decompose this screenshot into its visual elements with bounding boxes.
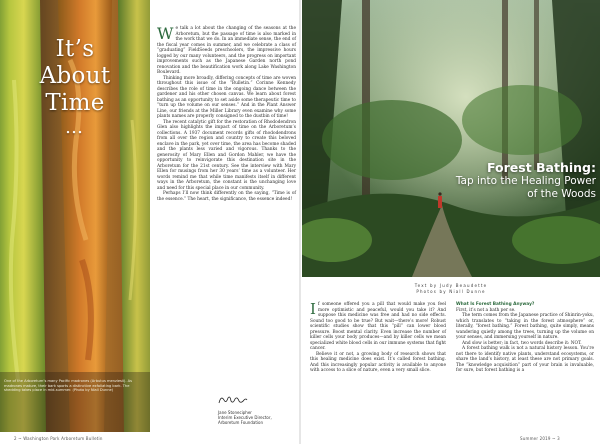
signer-org: Arboretum Foundation — [218, 420, 263, 425]
article-subhead: What Is Forest Bathing Anyway? — [456, 302, 535, 307]
article-paragraph-1-text: f someone offered you a pill that would make you feel more optimistic and peaceful, would you take it? And suppose this medicine was free and had no side effects. Sound too good to be true? But wait—there’s more! Robust scientific studies show that this “pill” can lower blood pressure. Boost mental clarity. Even increase the number of killer cells your body produces—and by killer cells we mean specialized white blood cells in our immune systems that fight cancer. — [310, 302, 446, 351]
article-subtitle-line1: Tap into the Healing Power — [455, 175, 596, 187]
signer-name: Jane Stonecipher — [218, 410, 252, 415]
article-paragraph-5: And slow is better; in fact, two words describe it: NOT. — [462, 340, 582, 346]
article-credits — [302, 283, 600, 295]
issue-title-line3: Time — [45, 90, 105, 116]
article-paragraph-6: A forest bathing walk is not a natural history lesson. You’re not there to identify native plants, understand ecosystems, or share the land’s history, at least these are not primary goals. The “knowledge acquisition” part of your brain is invaluable, for sure, but forest bathing is a — [456, 346, 594, 373]
letter-paragraph-4: Perhaps I’ll now think differently on the saying, “Time is of the essence.” The heart, the significance, the essence indeed! — [157, 191, 296, 202]
article-title: Forest Bathing: — [487, 160, 596, 175]
letter-paragraph-1-text: e talk a lot about the changing of the seasons at the Arboretum, but the passage of time is also marked in the work that we do. In an immediate sense, the end of the fiscal year comes in summer, and we celebrate a class of “graduating” FieldSeeds preschoolers, the impressive hours logged by our many volunteers, and the progress on important improvements such as the Japanese Garden north pond renovation and the beautification work along Lake Washington Boulevard. — [157, 26, 296, 75]
text-credit: Text by Judy Beaudette — [414, 283, 488, 288]
page-gutter — [299, 0, 301, 444]
article-title-block — [372, 160, 596, 200]
issue-title-line1: It’s — [55, 36, 95, 62]
forest-path-photo — [302, 0, 600, 277]
article-paragraph-4: The term comes from the Japanese practice of Shinrin-yoku, which translates to “taking in the forest atmosphere” or, literally, “forest bathing.” Forest bathing, quite simply, means wandering quietly among the trees, turning up the volume on your senses, and immersing yourself in nature. — [456, 313, 594, 340]
article-paragraph-3: First, it’s not a bath per se. — [456, 307, 516, 313]
issue-title-line2: About — [39, 63, 111, 89]
letter-dropcap: W — [157, 24, 174, 43]
signer-title: Interim Executive Director, — [218, 415, 272, 420]
article-paragraph-2: Believe it or not, a growing body of research shows that this healing medicine does exist. It’s called forest bathing. And this increasingly popular activity is available to anyone with access to a slice of nature, even a very small slice. — [310, 351, 446, 373]
letter-paragraph-3: The recent catalytic gift for the restoration of Rhododendron Glen also highlights the impact of time on the Arboretum’s collections. A 1937 document records gifts of rhododendrons from all over the region and country to create this beloved enclave in the park, yet over time, the area has become shaded and the plants less varied and vigorous. Thanks to the generosity of Mary Ellen and Gordon Mahler, we have the opportunity to reinvigorate this destination site in the Arboretum for the 21st century. See the interview with Mary Ellen for musings from her 30 years’ time as a volunteer. Her words remind me that while time manifests itself in different ways in the Arboretum, the constant is the unchanging love and need for this special place in our community. — [157, 119, 296, 191]
photo-caption: One of the Arboretum’s many Pacific madrones (Arbutus menziesii). As madrones mature, their bark sports a distinctive exfoliating bark. The shedding takes place in mid-summer. (Photo by Niall Dunne) — [4, 379, 132, 393]
letter-paragraph-2: Thinking more broadly, differing concepts of time are woven throughout this issue of the “Bulletin.” Corinne Kennedy describes the role of time in the ongoing dance between the gardener and his other chosen canvas. We learn about forest bathing as an opportunity to set aside some therapeutic time to “turn up the volume on our senses.” And in the Plant Answer Line, our friends at the Miller Library even examine why some plants names are properly consigned to the dustbin of time! — [157, 75, 296, 119]
article-subtitle-line2: of the Woods — [527, 187, 596, 200]
article-column-1 — [310, 302, 446, 374]
signature-block — [218, 410, 272, 425]
article-column-2 — [456, 302, 594, 374]
issue-title — [0, 36, 150, 137]
issue-title-ellipsis: … — [65, 117, 85, 138]
photo-credit: Photos by Niall Dunne — [416, 289, 486, 295]
letter-paragraph-1 — [157, 26, 296, 76]
signature-graphic — [218, 394, 248, 406]
article-dropcap: I — [310, 300, 316, 318]
article-paragraph-1 — [310, 302, 446, 352]
left-page-footer: 2 ~ Washington Park Arboretum Bulletin — [14, 436, 103, 441]
right-page-footer: Summer 2019 ~ 3 — [520, 436, 560, 441]
directors-letter — [157, 26, 296, 202]
